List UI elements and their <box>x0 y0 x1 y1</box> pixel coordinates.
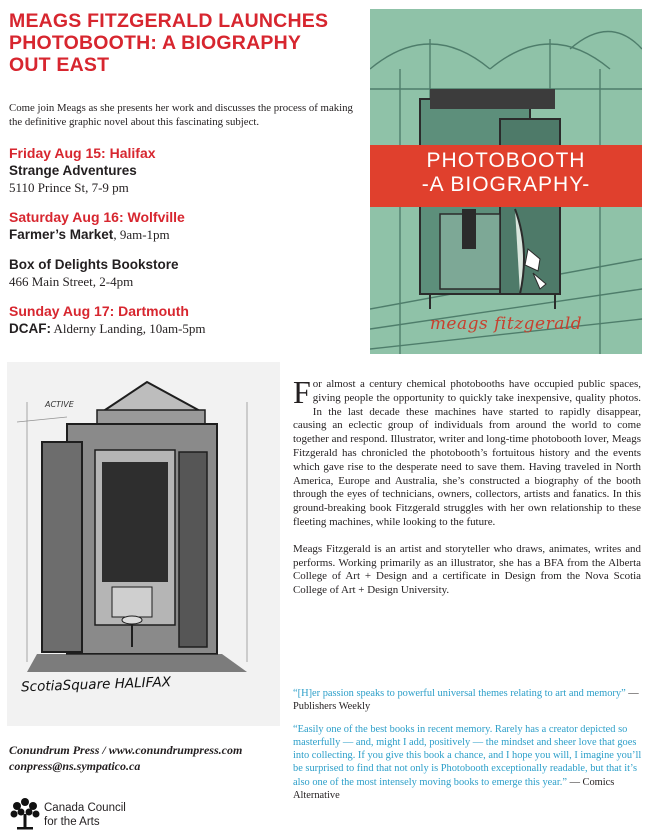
publisher-contact <box>9 743 279 774</box>
event-venue-line <box>9 162 354 179</box>
headline-line-1: MEAGS FITZGERALD LAUNCHES <box>9 10 329 32</box>
canada-council-name <box>44 801 126 829</box>
sketch-active-label: ACTIVE <box>45 400 74 409</box>
event-venue: Strange Adventures <box>9 163 137 178</box>
cover-title-line-2: -A BIOGRAPHY- <box>421 173 591 196</box>
event-wolfville <box>9 209 354 243</box>
photobooth-sketch-image <box>7 362 280 726</box>
publisher-email: conpress@ns.sympatico.ca <box>9 758 141 773</box>
canada-council-line-2: for the Arts <box>44 816 100 828</box>
intro-text: Come join Meags as she presents her work and discusses the process of making the definitive graphic novel about this fascinating subject. <box>9 102 353 128</box>
drop-cap: F <box>293 374 311 410</box>
event-venue-line <box>9 256 354 273</box>
book-cover-image <box>370 9 642 354</box>
event-detail: Alderny Landing, 10am-5pm <box>51 321 206 336</box>
description <box>293 374 641 611</box>
event-detail: 5110 Prince St, 7-9 pm <box>9 180 129 195</box>
event-date: Saturday Aug 16: Wolfville <box>9 209 185 225</box>
headline <box>9 10 359 76</box>
headline-line-3: OUT EAST <box>9 54 110 76</box>
event-halifax <box>9 145 354 196</box>
quote-source: — Publishers Weekly <box>293 688 639 713</box>
event-venue-line <box>9 320 354 337</box>
quote-text: “Easily one of the best books in recent memory. Rarely has a creator depicted so masterfully — and, might I add, positively — the mindset and sheer love that goes into collecting. If you give this book a chance, and I hope you will, I imagine you’ll be surprised to find that not only is Photobooth exceptionally readable, but that it’s also one of the most intensely moving books to emerge this year.” <box>293 723 642 788</box>
event-dartmouth <box>9 303 354 337</box>
event-venue: Box of Delights Bookstore <box>9 257 179 272</box>
quote-source: — Comics Alternative <box>293 776 615 802</box>
canada-council-line-1: Canada Council <box>44 802 126 814</box>
event-date: Friday Aug 15: Halifax <box>9 145 156 161</box>
event-date: Sunday Aug 17: Dartmouth <box>9 303 189 319</box>
quote-text: “[H]er passion speaks to powerful universal themes relating to art and memory” <box>293 688 626 699</box>
event-list <box>9 145 354 350</box>
event-venue-line <box>9 226 354 243</box>
quote-comics-alternative <box>293 723 643 803</box>
quote-publishers-weekly <box>293 687 643 714</box>
cover-author: meags fitzgerald <box>429 314 583 334</box>
headline-line-2: PHOTOBOOTH: A BIOGRAPHY <box>9 32 302 54</box>
cover-title-line-1: PHOTOBOOTH <box>426 149 586 172</box>
sketch-caption: ScotiaSquare HALIFAX <box>20 674 172 696</box>
description-paragraph-1 <box>293 374 641 530</box>
event-venue: DCAF: <box>9 321 51 336</box>
event-box-of-delights <box>9 256 354 290</box>
review-quotes <box>293 687 643 811</box>
cover-title <box>370 149 642 197</box>
event-detail: 466 Main Street, 2-4pm <box>9 274 134 289</box>
author-bio: Meags Fitzgerald is an artist and storyteller who draws, animates, writes and performs. Working primarily as an illustrator, she has a BFA from the Alberta College of Art + Design and a certificate in Design from the Nova Scotia College of Art + Design University. <box>293 542 641 597</box>
canada-council-logo <box>9 796 209 832</box>
publisher-website: Conundrum Press / www.conundrumpress.com <box>9 743 243 757</box>
description-paragraph-1-text: or almost a century chemical photobooths have occupied public spaces, giving people the opportunity to quickly take inexpensive, quality photos. In the last decade these machines have started to rapidly disappear, causing an eclectic group of individuals from around the world to come together and respond. Illustrator, writer and long-time photobooth lover, Meags Fitzgerald has chronicled the photobooth’s fortuitous history and the events which gave rise to the desperate need to save them. Having traveled in North America, Europe and Australia, she’s constructed a biography of the booth through the eyes of technicians, owners, collectors, artists and fanatics. In this ground-breaking book Fitzgerald struggles with her own relationship to these fleeting machines, while looking to the future. <box>293 378 641 528</box>
canada-council-tree-icon <box>9 796 41 832</box>
event-venue: Farmer’s Market <box>9 227 114 242</box>
event-detail: , 9am-1pm <box>113 227 170 242</box>
